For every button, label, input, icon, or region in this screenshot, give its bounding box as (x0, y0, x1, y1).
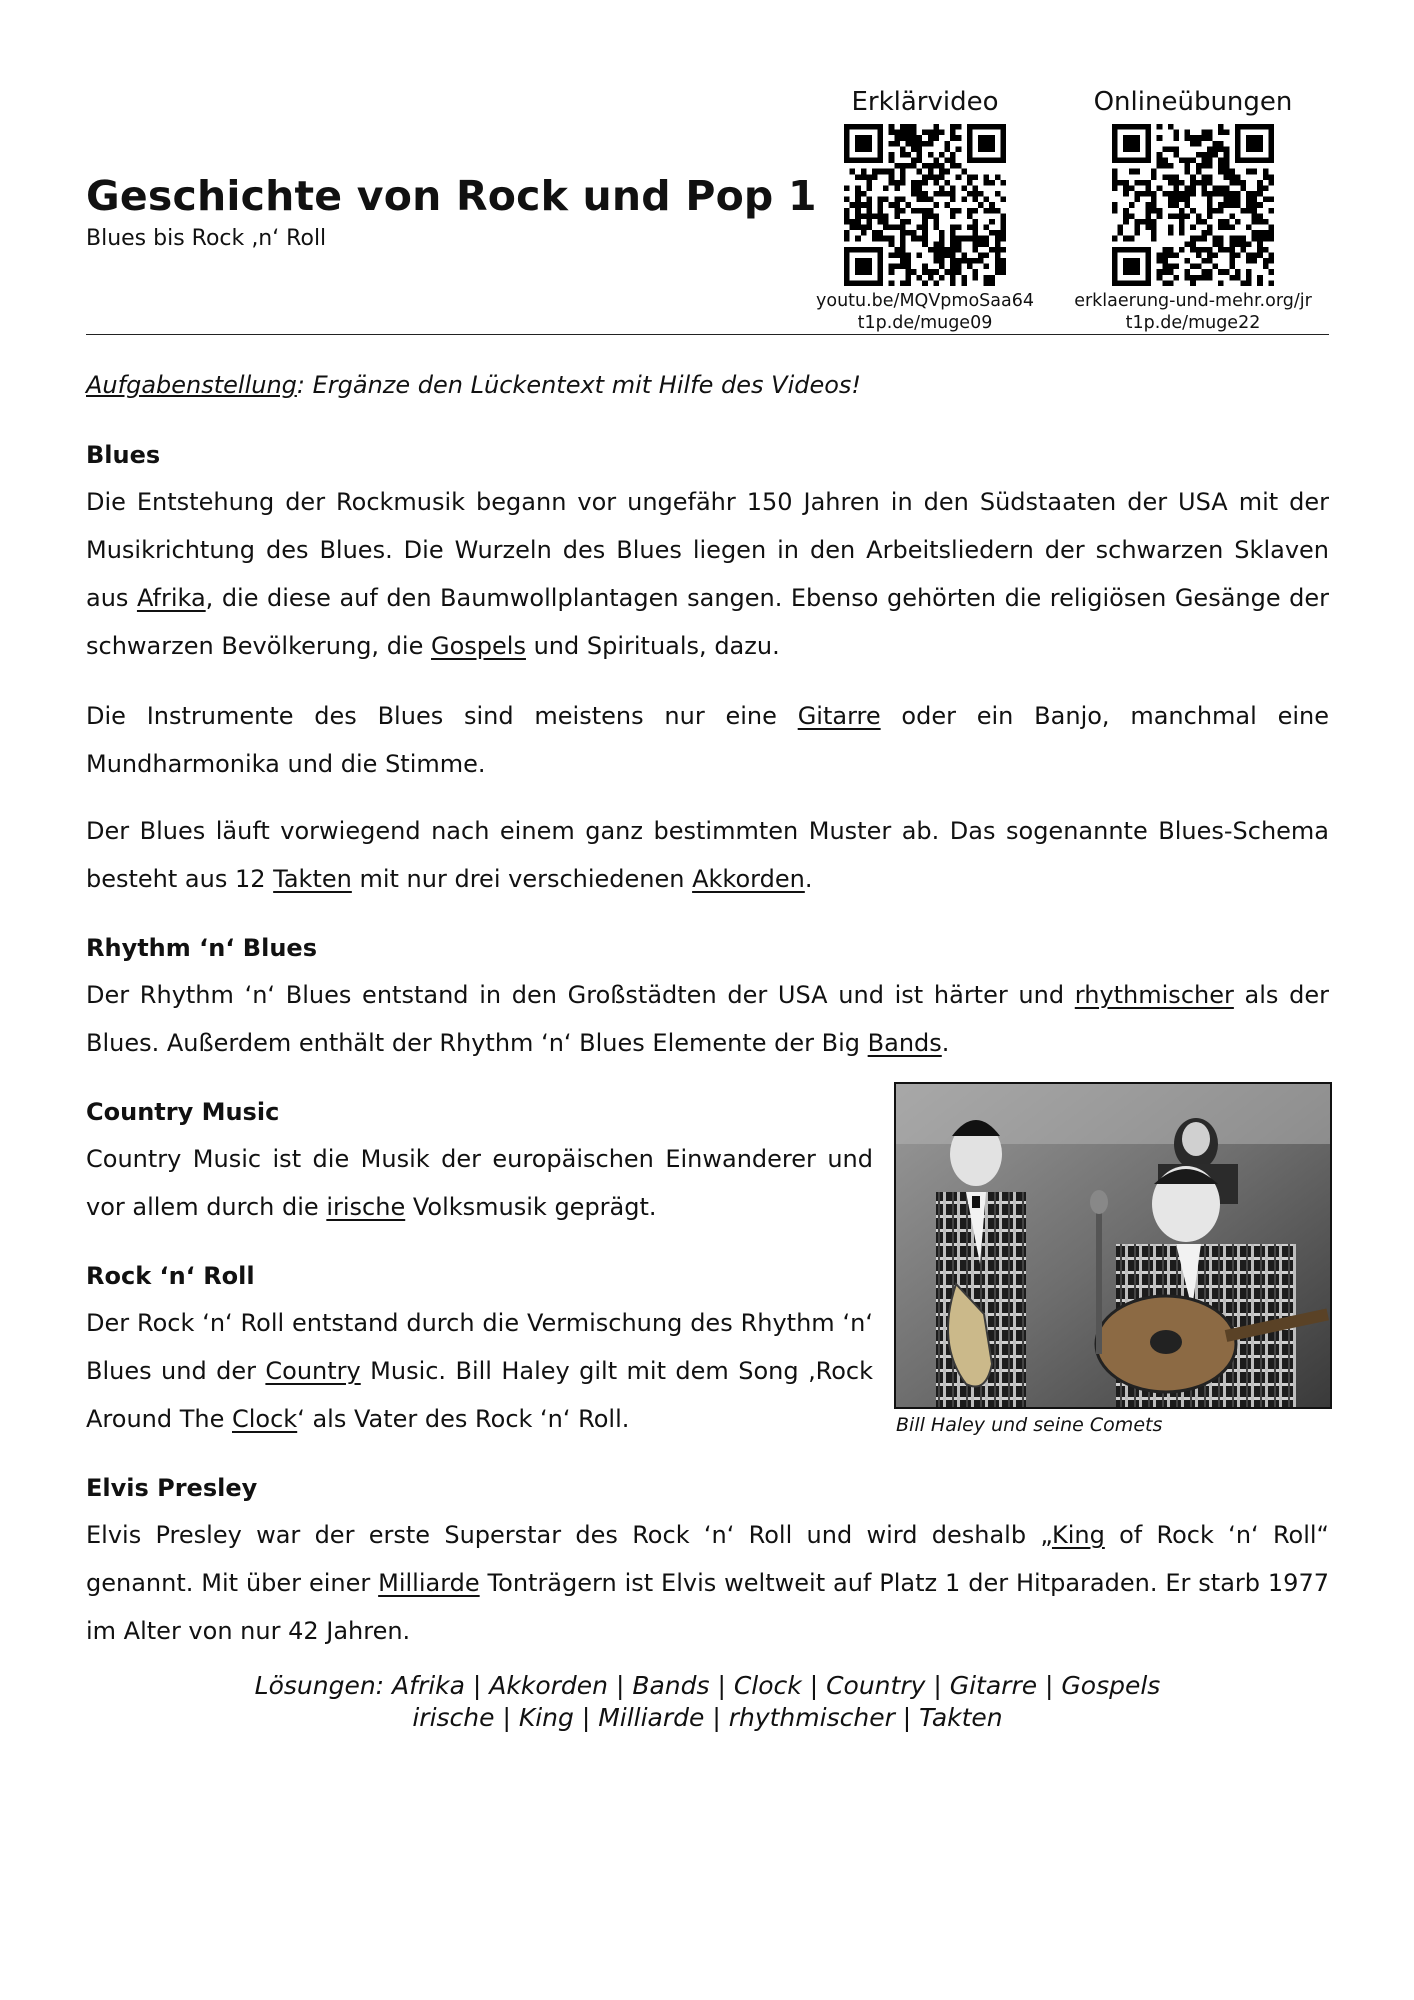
qr-label-video: Erklärvideo (851, 87, 999, 117)
qr-link-exercises-2[interactable]: t1p.de/muge22 (1125, 313, 1261, 333)
section-heading-rnb: Rhythm ‘n‘ Blues (86, 934, 317, 962)
gap-answer: Akkorden (692, 865, 805, 893)
task-label: Aufgabenstellung (86, 371, 297, 399)
solutions-line-2: irische | King | Milliarde | rhythmischer | Takten (412, 1703, 1003, 1732)
qr-code-icon[interactable] (844, 124, 1006, 286)
text-run: Die Instrumente des Blues sind meistens nur eine (86, 702, 798, 730)
paragraph-blues-2 (86, 692, 1329, 788)
page-subtitle: Blues bis Rock ‚n‘ Roll (86, 226, 327, 251)
paragraph-rnb (86, 971, 1329, 1067)
gap-answer: Afrika (136, 584, 206, 612)
qr-label-exercises: Onlineübungen (1093, 87, 1293, 117)
page-title: Geschichte von Rock und Pop 1 (86, 172, 817, 220)
gap-answer: Gitarre (797, 702, 881, 730)
gap-answer: Milliarde (378, 1569, 480, 1597)
text-run: Country Music ist die Musik der europäischen Einwanderer und vor allem durch die (86, 1145, 873, 1221)
qr-code-icon[interactable] (1112, 124, 1274, 286)
text-run: . (941, 1029, 950, 1057)
text-run: als der Blues. Außerdem enthält der Rhythm ‘n‘ Blues Elemente der Big (86, 981, 1329, 1057)
paragraph-elvis (86, 1511, 1329, 1655)
text-run: Der Rhythm ‘n‘ Blues entstand in den Großstädten der USA und ist härter und (86, 981, 1075, 1009)
section-heading-blues: Blues (86, 441, 161, 469)
qr-block-video (790, 86, 1060, 334)
qr-link-video-2[interactable]: t1p.de/muge09 (857, 313, 993, 333)
header-divider (86, 334, 1329, 335)
photo-caption: Bill Haley und seine Comets (896, 1414, 1163, 1436)
text-run: und Spirituals, dazu. (525, 632, 780, 660)
paragraph-country (86, 1135, 873, 1231)
gap-answer: King (1051, 1521, 1105, 1549)
section-heading-elvis: Elvis Presley (86, 1474, 258, 1502)
band-photo-illustration (896, 1084, 1330, 1407)
qr-block-exercises (1058, 86, 1328, 334)
band-photo (894, 1082, 1332, 1409)
text-run: oder ein Banjo, manchmal eine Mundharmonika und die Stimme. (86, 702, 1329, 778)
solutions-box (86, 1670, 1329, 1734)
text-run: Der Blues läuft vorwiegend nach einem ganz bestimmten Muster ab. Das sogenannte Blues-Schema besteht aus 12 (86, 817, 1329, 893)
solutions-line-1: Lösungen: Afrika | Akkorden | Bands | Clock | Country | Gitarre | Gospels (254, 1671, 1161, 1700)
text-run: Music. Bill Haley gilt mit dem Song ‚Rock Around The (86, 1357, 873, 1433)
text-run: Volksmusik geprägt. (405, 1193, 657, 1221)
text-run: Tonträgern ist Elvis weltweit auf Platz 1 der Hitparaden. Er starb 1977 im Alter von nur 42 Jahren. (86, 1569, 1329, 1645)
paragraph-blues-3 (86, 807, 1329, 903)
section-heading-rocknroll: Rock ‘n‘ Roll (86, 1262, 255, 1290)
gap-answer: Bands (867, 1029, 942, 1057)
qr-link-exercises-1[interactable]: erklaerung-und-mehr.org/jr (1074, 291, 1312, 311)
gap-answer: Gospels (431, 632, 526, 660)
text-run: , die diese auf den Baumwollplantagen sangen. Ebenso gehörten die religiösen Gesänge der schwarzen Bevölkerung, die (86, 584, 1329, 660)
gap-answer: Takten (273, 865, 352, 893)
paragraph-rocknroll (86, 1299, 873, 1443)
text-run: mit nur drei verschiedenen (351, 865, 693, 893)
text-run: ‘ als Vater des Rock ‘n‘ Roll. (297, 1405, 630, 1433)
gap-answer: rhythmischer (1074, 981, 1234, 1009)
text-run: . (804, 865, 813, 893)
text-run: Die Entstehung der Rockmusik begann vor ungefähr 150 Jahren in den Südstaaten der USA mit der Musikrichtung des Blues. Die Wurzeln des Blues liegen in den Arbeitsliedern der schwarzen Sklaven aus (86, 488, 1329, 612)
gap-answer: irische (326, 1193, 406, 1221)
gap-answer: Clock (232, 1405, 298, 1433)
task-instruction (86, 371, 861, 399)
section-heading-country: Country Music (86, 1098, 280, 1126)
task-text: : Ergänze den Lückentext mit Hilfe des Videos! (296, 371, 862, 399)
gap-answer: Country (265, 1357, 361, 1385)
text-run: Elvis Presley war der erste Superstar des Rock ‘n‘ Roll und wird deshalb „ (86, 1521, 1052, 1549)
paragraph-blues-1 (86, 478, 1329, 670)
qr-link-video-1[interactable]: youtu.be/MQVpmoSaa64 (816, 291, 1034, 311)
text-run: Der Rock ‘n‘ Roll entstand durch die Vermischung des Rhythm ‘n‘ Blues und der (86, 1309, 873, 1385)
text-run: of Rock ‘n‘ Roll“ genannt. Mit über einer (86, 1521, 1329, 1597)
